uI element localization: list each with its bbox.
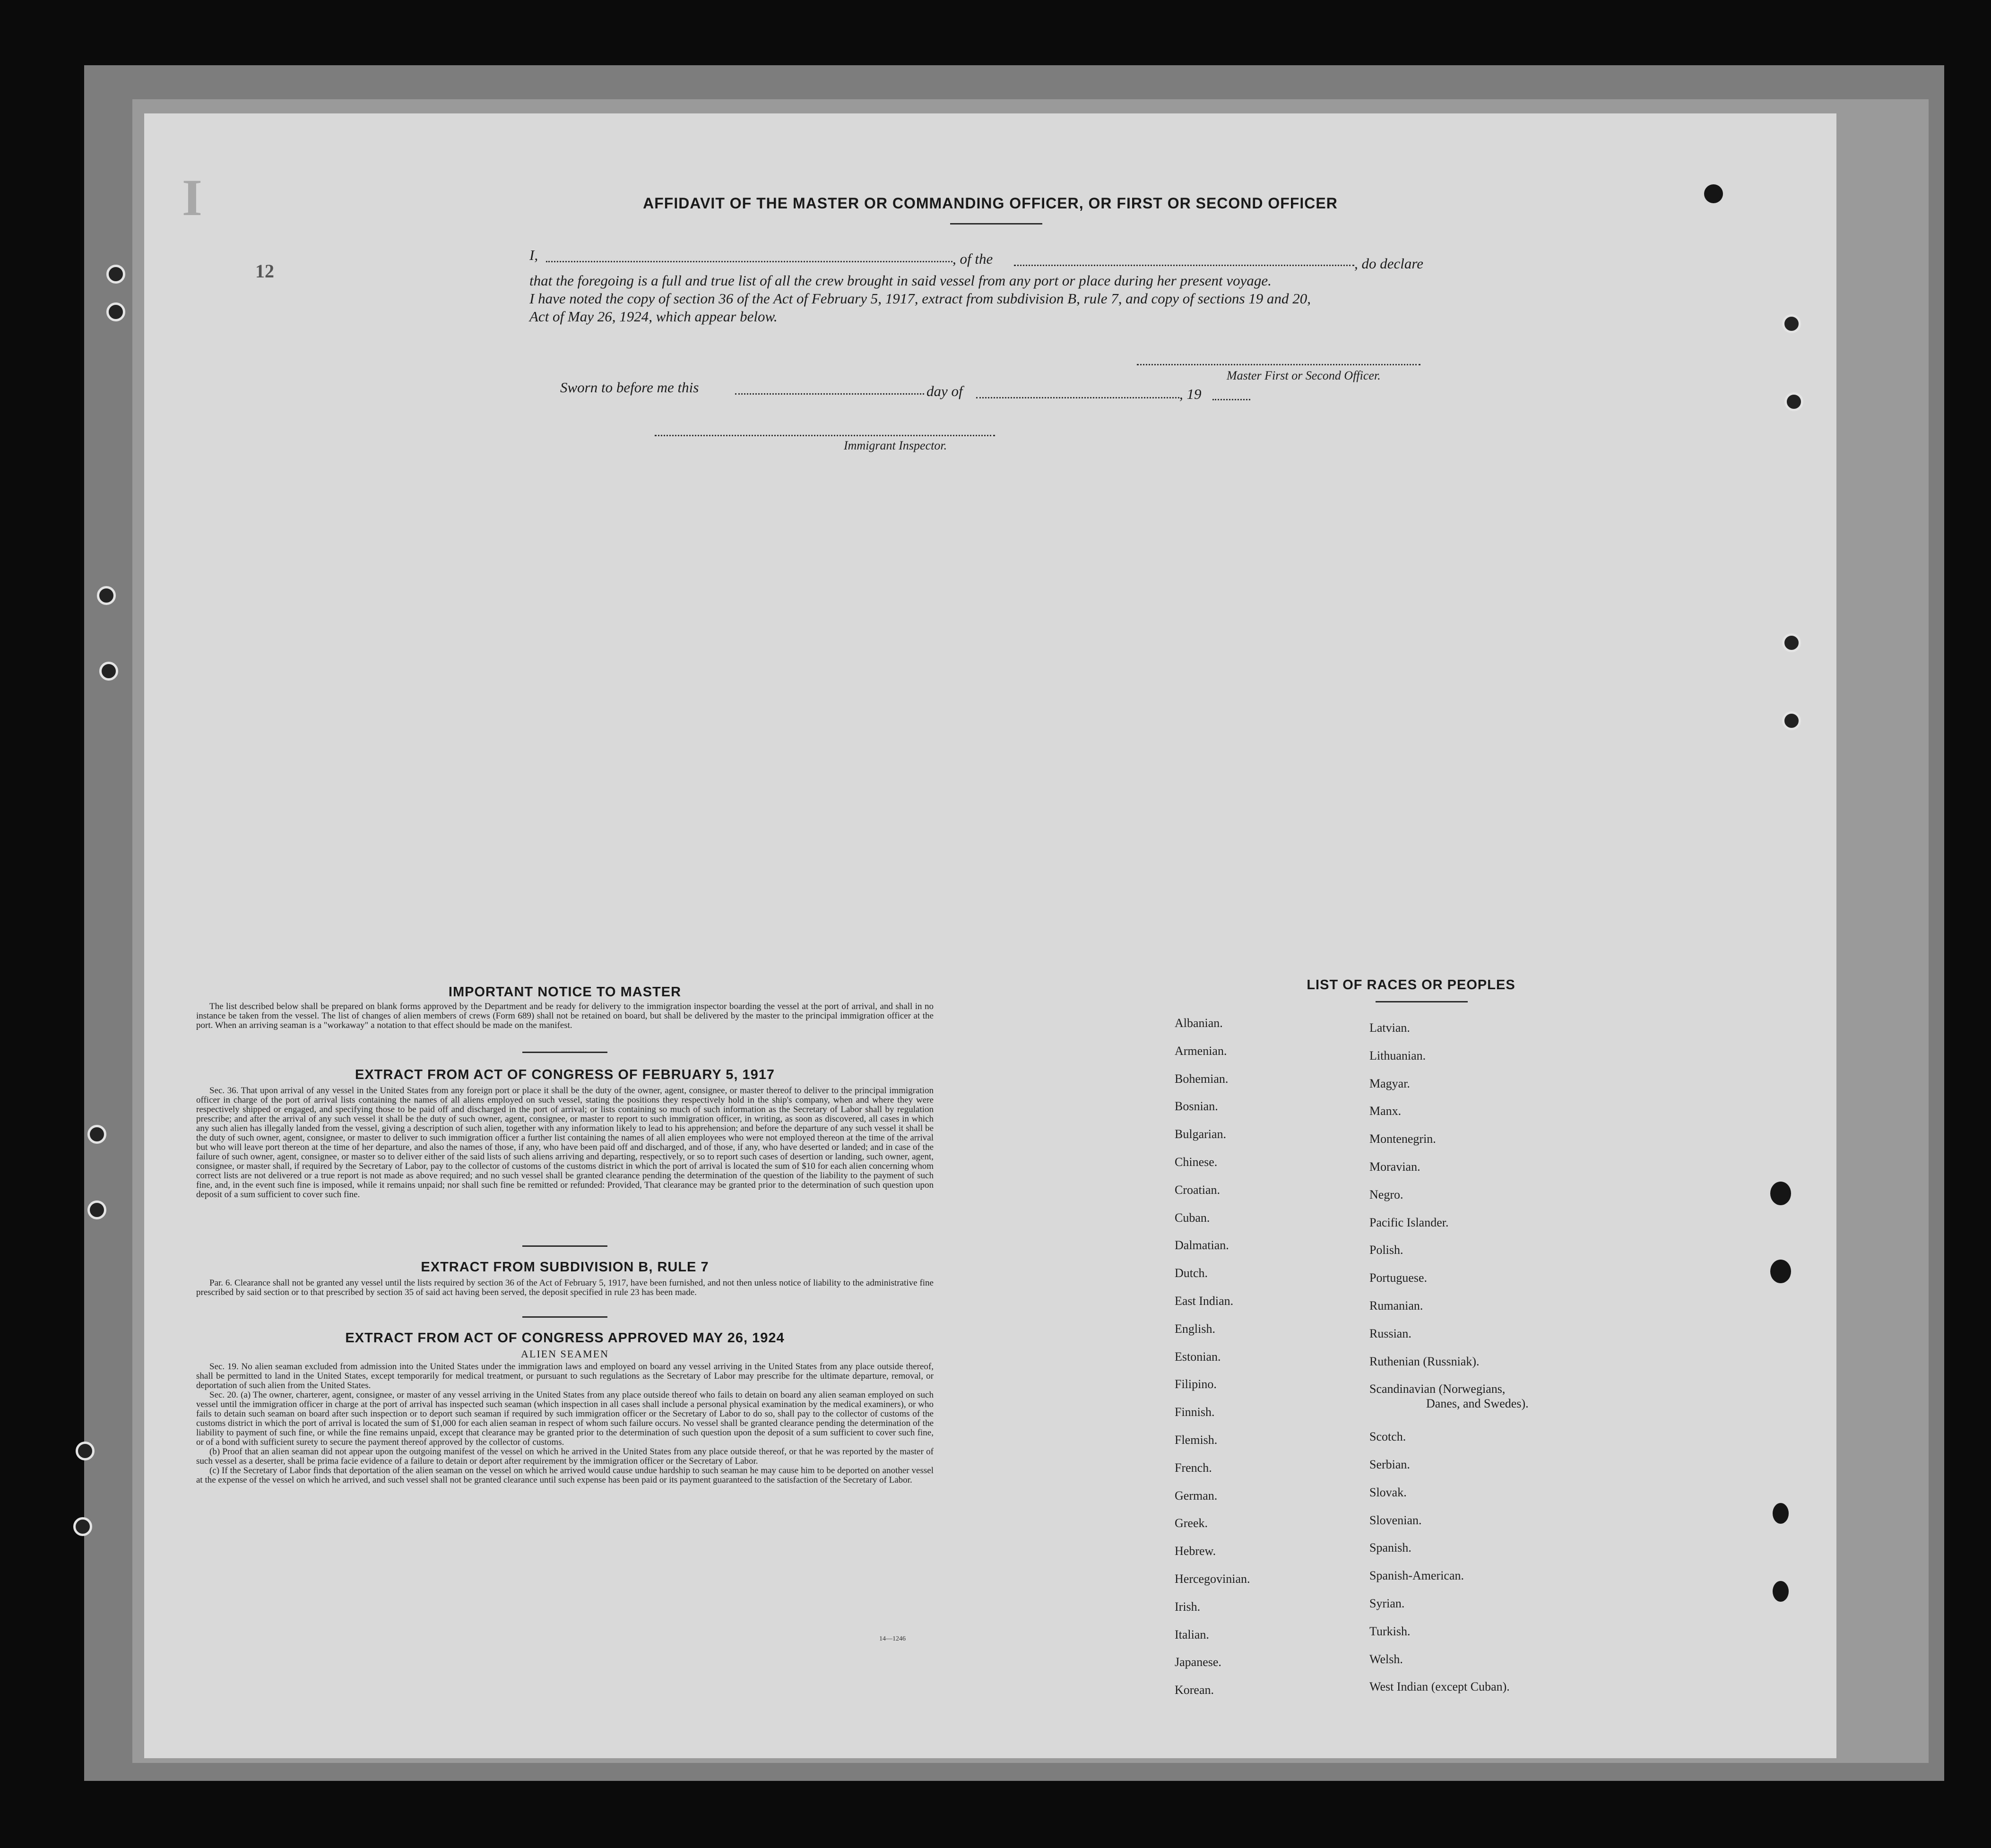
punch-hole-dark (1773, 1581, 1789, 1602)
race-item: Croatian. (1175, 1183, 1221, 1197)
races-divider (1376, 1001, 1468, 1002)
sworn-day-blank[interactable] (735, 393, 924, 395)
punch-hole-dark (1773, 1503, 1789, 1524)
master-name-blank[interactable] (546, 261, 952, 262)
race-item: Irish. (1175, 1600, 1201, 1614)
affidavit-title: AFFIDAVIT OF THE MASTER OR COMMANDING OFFICER, OR FIRST OR SECOND OFFICER (643, 195, 1338, 212)
punch-hole (1782, 633, 1801, 652)
affidavit-line-4: Act of May 26, 1924, which appear below. (529, 308, 778, 325)
race-item: Latvian. (1369, 1021, 1410, 1035)
master-signature-blank[interactable] (1137, 364, 1420, 365)
race-item: Lithuanian. (1369, 1049, 1426, 1062)
section-20b-paragraph: (b) Proof that an alien seaman did not appear upon the outgoing manifest of the vessel on which he arrived in the United States from any place outside thereof, or that he was reported by the master of such vessel as a deserter, shall be prima facie evidence of a failure to detain or deport after requirement by the immigration officer or the Secretary of Labor. (196, 1447, 934, 1466)
race-item: Spanish. (1369, 1541, 1411, 1554)
race-item: Portuguese. (1369, 1271, 1428, 1285)
race-scandinavian-continued: Danes, and Swedes). (1426, 1397, 1529, 1410)
race-item: Japanese. (1175, 1655, 1221, 1669)
race-item: Montenegrin. (1369, 1132, 1436, 1146)
race-item: Dutch. (1175, 1266, 1208, 1280)
vessel-name-blank[interactable] (1014, 265, 1354, 266)
punch-hole (87, 1125, 106, 1144)
race-item: Slovak. (1369, 1485, 1407, 1499)
race-item: Estonian. (1175, 1350, 1221, 1364)
race-item: West Indian (except Cuban). (1369, 1680, 1510, 1693)
punch-hole (106, 302, 125, 321)
notice-text (196, 1002, 934, 1030)
ink-spot (1704, 184, 1723, 203)
race-item: Armenian. (1175, 1044, 1227, 1058)
of-the-label: , of the (952, 250, 993, 267)
race-item: Negro. (1369, 1188, 1403, 1201)
race-item: Korean. (1175, 1683, 1214, 1697)
notice-divider (522, 1052, 607, 1053)
race-item: Welsh. (1369, 1652, 1403, 1666)
race-item: Spanish-American. (1369, 1569, 1464, 1582)
race-item: Hebrew. (1175, 1544, 1216, 1558)
punch-hole (97, 586, 116, 605)
affidavit-i-label: I, (529, 247, 538, 263)
document-page (144, 113, 1836, 1758)
master-signature-caption: Master First or Second Officer. (1227, 369, 1381, 382)
race-item: Russian. (1369, 1327, 1411, 1340)
punch-hole (73, 1517, 92, 1536)
extract-1917-text (196, 1086, 934, 1200)
race-item: East Indian. (1175, 1294, 1234, 1308)
race-item: Dalmatian. (1175, 1238, 1229, 1252)
inspector-caption: Immigrant Inspector. (844, 439, 947, 452)
sworn-month-blank[interactable] (976, 397, 1179, 398)
punch-hole (106, 265, 125, 284)
rule-7-title: EXTRACT FROM SUBDIVISION B, RULE 7 (421, 1260, 709, 1275)
race-item: Hercegovinian. (1175, 1572, 1250, 1586)
section-19-paragraph: Sec. 19. No alien seaman excluded from admission into the United States under the immigration laws and employed on board any vessel arriving in the United States from any place outside thereof, shall be permitted to land in the United States, except temporarily for medical treatment, or pursuant to such regulations as the Secretary of Labor may prescribe for the ultimate departure, removal, or deportation of such alien from the United States. (196, 1362, 934, 1390)
rule-7-text (196, 1278, 934, 1297)
form-number: 14—1246 (879, 1635, 906, 1642)
affidavit-line-2: that the foregoing is a full and true list of all the crew brought in said vessel from any port or place during her present voyage. (529, 272, 1272, 289)
race-item: Turkish. (1369, 1624, 1411, 1638)
punch-hole (1782, 711, 1801, 730)
race-item: Magyar. (1369, 1077, 1410, 1090)
race-item: Rumanian. (1369, 1299, 1423, 1313)
race-item: Moravian. (1369, 1160, 1420, 1174)
punch-hole-dark (1770, 1260, 1791, 1283)
section-20c-paragraph: (c) If the Secretary of Labor finds that deportation of the alien seaman on the vessel on which he arrived would cause undue hardship to such seaman he may cause him to be deported on another vessel at the expense of the vessel on which he arrived, and such vessel shall not be granted clearance until such expense has been paid or its payment guaranteed to the satisfaction of the Secretary of Labor. (196, 1466, 934, 1485)
race-item: Scotch. (1369, 1430, 1406, 1443)
race-item: Filipino. (1175, 1377, 1217, 1391)
race-item: Scandinavian (Norwegians, (1369, 1382, 1506, 1396)
punch-hole (87, 1200, 106, 1219)
race-item: Bohemian. (1175, 1072, 1229, 1086)
race-item: Syrian. (1369, 1597, 1405, 1610)
race-item: Slovenian. (1369, 1513, 1422, 1527)
extract-1924-text (196, 1362, 934, 1485)
race-item: Greek. (1175, 1516, 1208, 1530)
race-item: Serbian. (1369, 1458, 1410, 1471)
race-item: Polish. (1369, 1243, 1403, 1257)
punch-hole-dark (1770, 1182, 1791, 1205)
race-item: Flemish. (1175, 1433, 1218, 1447)
section-20a-paragraph: Sec. 20. (a) The owner, charterer, agent, consignee, or master of any vessel arriving in the United States from any place outside thereof who fails to detain on board any alien seaman employed on such vessel until the immigration officer in charge at the port of arrival has inspected such seaman (which inspection in all cases shall include a personal physical examination by the medical examiners), or who fails to detain such seaman on board after such inspection or to deport such seaman if required by such immigration officer or the Secretary of Labor to do so, shall pay to the collector of customs of the customs district in which the port of arrival is located the sum of $1,000 for each alien seaman in respect of whom such failure occurs. No vessel shall be granted clearance pending the determination of the liability to payment of such fine, or while the fine remains unpaid, except that clearance may be granted prior to the determination of such question upon the deposit of a sum sufficient to cover such fine, or of a bond with sufficient surety to secure the payment thereof approved by the collector of customs. (196, 1390, 934, 1447)
section-36-paragraph: Sec. 36. That upon arrival of any vessel in the United States from any foreign port or place it shall be the duty of the owner, agent, consignee, or master thereof to deliver to the principal immigration officer in charge of the port of arrival lists containing the names of all aliens employed on such vessel, stating the positions they respectively hold in the ship's company, when and where they were respectively shipped or engaged, and specifying those to be paid off and discharged in the port of arrival; or lists containing so much of such information as the Secretary of Labor shall by regulation prescribe; and after the arrival of any such vessel it shall be the duty of such owner, agent, consignee, or master to report to such immigration officer, in writing, as soon as discovered, all cases in which any such alien has illegally landed from the vessel, giving a description of such alien, together with any information likely to lead to his apprehension; and before the departure of any such vessel it shall be the duty of such owner, agent, consignee, or master to deliver to such immigration officer a further list containing the names of all alien employees who were not employed thereon at the time of the arrival but who will leave port thereon at the time of her departure, and also the names of those, if any, who have been paid off and discharged, and of those, if any, who have deserted or landed; and in case of the failure of such owner, agent, consignee, or master so to deliver either of the said lists of such aliens arriving and departing, respectively, or so to report such cases of desertion or landing, such owner, agent, consignee, or master shall, if required by the Secretary of Labor, pay to the collector of customs of the customs district in which the port of arrival is located the sum of $10 for each alien concerning whom correct lists are not delivered or a true report is not made as above required; and no such vessel shall be granted clearance pending the determination of the question of the liability to the payment of such fine, and, in the event such fine is imposed, while it remains unpaid; nor shall such fine be remitted or refunded: Provided, That clearance may be granted prior to the determination of such question upon deposit of a sum sufficient to cover such fine. (196, 1086, 934, 1200)
sworn-label: Sworn to before me this (560, 379, 699, 396)
race-item: German. (1175, 1489, 1218, 1503)
title-divider (950, 223, 1042, 225)
day-of-label: day of (926, 383, 963, 399)
extract-1917-title: EXTRACT FROM ACT OF CONGRESS OF FEBRUARY 5, 1917 (355, 1067, 775, 1082)
race-item: Bosnian. (1175, 1099, 1218, 1113)
rule-7-divider (522, 1316, 607, 1318)
punch-hole (1784, 392, 1803, 411)
page-number: 12 (255, 260, 274, 282)
declare-label: , do declare (1354, 255, 1424, 272)
race-item: Finnish. (1175, 1405, 1215, 1419)
punch-hole (1782, 314, 1801, 333)
paragraph-6: Par. 6. Clearance shall not be granted any vessel until the lists required by section 36 of the Act of February 5, 1917, have been furnished, and not then unless notice of liability to the administrative fine prescribed by said section or to that prescribed by section 35 of said act having been served, the deposit specified in rule 23 has been made. (196, 1278, 934, 1297)
race-item: Albanian. (1175, 1016, 1223, 1030)
extract-1924-title: EXTRACT FROM ACT OF CONGRESS APPROVED MAY 26, 1924 (345, 1330, 785, 1346)
alien-seamen-subtitle: ALIEN SEAMEN (521, 1348, 609, 1360)
extract-1917-divider (522, 1245, 607, 1247)
race-item: Pacific Islander. (1369, 1216, 1449, 1229)
punch-hole (99, 662, 118, 681)
year-label: , 19 (1179, 386, 1202, 402)
race-item: French. (1175, 1461, 1212, 1475)
notice-paragraph: The list described below shall be prepared on blank forms approved by the Department and be ready for delivery to the immigration inspector boarding the vessel at the port of arrival, and shall in no instance be taken from the vessel. The list of changes of alien members of crews (Form 689) shall not be retained on board, but shall be delivered by the master to the principal immigration officer at the port. When an arriving seaman is a "workaway" a notation to that effect should be made on the manifest. (196, 1002, 934, 1030)
race-item: Manx. (1369, 1104, 1402, 1118)
sworn-year-blank[interactable] (1212, 399, 1250, 400)
races-title: LIST OF RACES OR PEOPLES (1307, 977, 1515, 993)
race-item: English. (1175, 1322, 1215, 1336)
notice-title: IMPORTANT NOTICE TO MASTER (448, 984, 682, 1000)
inspector-signature-blank[interactable] (655, 435, 995, 436)
race-item: Cuban. (1175, 1211, 1210, 1225)
bleed-through-mark: I (182, 169, 202, 226)
race-item: Ruthenian (Russniak). (1369, 1355, 1480, 1368)
race-item: Italian. (1175, 1628, 1209, 1641)
affidavit-line-3: I have noted the copy of section 36 of the Act of February 5, 1917, extract from subdivision B, rule 7, and copy of sections 19 and 20, (529, 290, 1311, 307)
punch-hole (76, 1442, 95, 1460)
race-item: Chinese. (1175, 1155, 1218, 1169)
race-item: Bulgarian. (1175, 1127, 1227, 1141)
